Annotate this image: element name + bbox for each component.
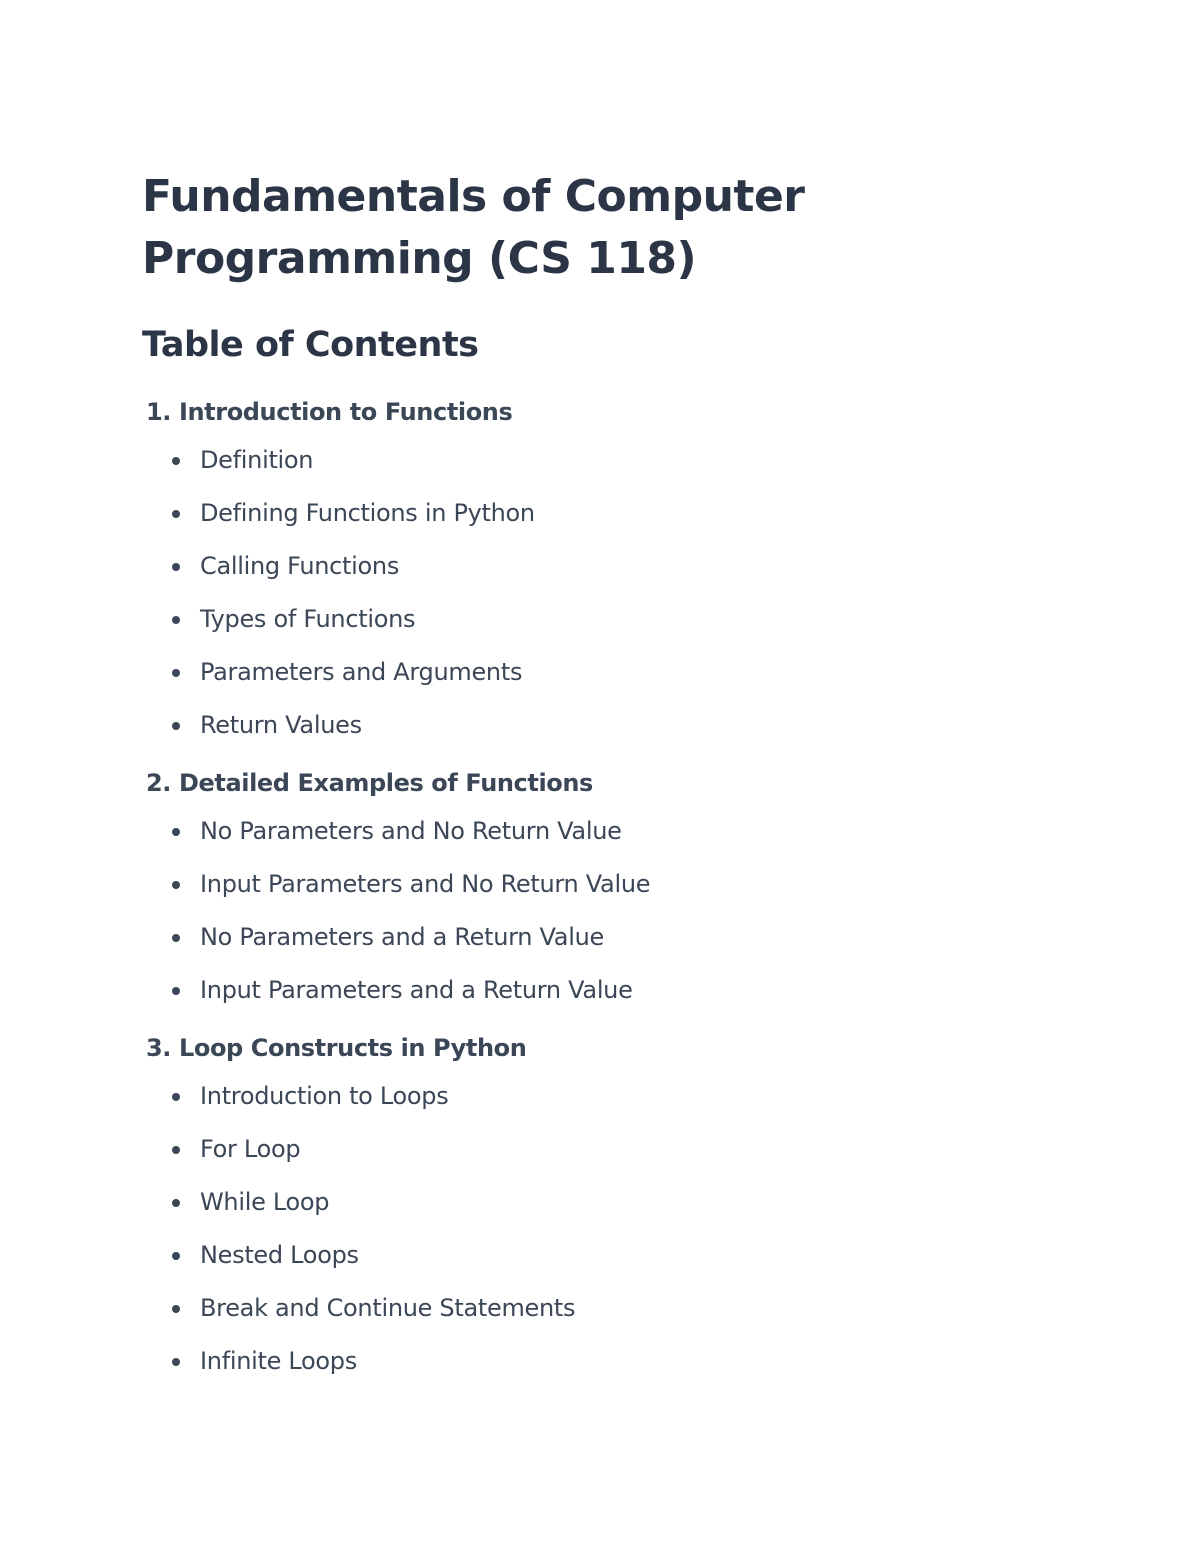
toc-subsection-item[interactable] xyxy=(142,1240,1042,1293)
toc-subsection-label: No Parameters and No Return Value xyxy=(200,817,622,845)
toc-subsection-item[interactable] xyxy=(142,1081,1042,1134)
toc-subsection-item[interactable] xyxy=(142,710,1042,763)
toc-subsection-label: Return Values xyxy=(200,711,362,739)
bullet-icon xyxy=(172,1252,180,1260)
toc-subsection-item[interactable] xyxy=(142,816,1042,869)
toc-subsection-item[interactable] xyxy=(142,1346,1042,1399)
toc-subsection-label: Calling Functions xyxy=(200,552,400,580)
bullet-icon xyxy=(172,881,180,889)
bullet-icon xyxy=(172,510,180,518)
toc-section xyxy=(142,1028,1042,1399)
bullet-icon xyxy=(172,1305,180,1313)
toc-subsection-label: Defining Functions in Python xyxy=(200,499,535,527)
toc-section-title[interactable] xyxy=(142,1028,1042,1081)
toc-subsection-label: Break and Continue Statements xyxy=(200,1294,576,1322)
toc-subsection-label: Introduction to Loops xyxy=(200,1082,449,1110)
toc-subsection-item[interactable] xyxy=(142,604,1042,657)
toc-subsection-list xyxy=(142,1081,1042,1399)
toc-subsection-item[interactable] xyxy=(142,551,1042,604)
toc-subsection-item[interactable] xyxy=(142,869,1042,922)
bullet-icon xyxy=(172,934,180,942)
toc-subsection-list xyxy=(142,445,1042,763)
bullet-icon xyxy=(172,1199,180,1207)
toc-subsection-label: While Loop xyxy=(200,1188,330,1216)
toc-subsection-label: No Parameters and a Return Value xyxy=(200,923,604,951)
toc-subsection-label: Types of Functions xyxy=(200,605,416,633)
toc-subsection-item[interactable] xyxy=(142,657,1042,710)
toc-subsection-label: Parameters and Arguments xyxy=(200,658,523,686)
toc-heading: Table of Contents xyxy=(142,325,479,365)
toc-subsection-label: Infinite Loops xyxy=(200,1347,357,1375)
toc-subsection-item[interactable] xyxy=(142,1134,1042,1187)
toc-subsection-label: Input Parameters and No Return Value xyxy=(200,870,651,898)
bullet-icon xyxy=(172,1146,180,1154)
bullet-icon xyxy=(172,457,180,465)
bullet-icon xyxy=(172,987,180,995)
toc-section-number: 3. xyxy=(145,1034,171,1062)
toc-subsection-item[interactable] xyxy=(142,445,1042,498)
bullet-icon xyxy=(172,616,180,624)
bullet-icon xyxy=(172,828,180,836)
toc-subsection-label: Nested Loops xyxy=(200,1241,359,1269)
toc-section-title[interactable] xyxy=(142,392,1042,445)
toc-subsection-item[interactable] xyxy=(142,975,1042,1028)
toc-section-label: Introduction to Functions xyxy=(178,398,513,426)
bullet-icon xyxy=(172,1358,180,1366)
toc-section-label: Loop Constructs in Python xyxy=(178,1034,527,1062)
document-title-line-1: Fundamentals of Computer xyxy=(142,171,805,222)
toc-subsection-item[interactable] xyxy=(142,498,1042,551)
bullet-icon xyxy=(172,1093,180,1101)
bullet-icon xyxy=(172,563,180,571)
toc-section xyxy=(142,763,1042,1028)
table-of-contents xyxy=(142,392,1042,1399)
toc-subsection-item[interactable] xyxy=(142,922,1042,975)
toc-subsection-label: Definition xyxy=(200,446,314,474)
document-page xyxy=(142,166,1042,1399)
toc-subsection-item[interactable] xyxy=(142,1187,1042,1240)
toc-subsection-label: Input Parameters and a Return Value xyxy=(200,976,633,1004)
toc-section-label: Detailed Examples of Functions xyxy=(178,769,593,797)
toc-section-number: 1. xyxy=(145,398,171,426)
document-title xyxy=(142,166,1042,290)
bullet-icon xyxy=(172,722,180,730)
toc-subsection-label: For Loop xyxy=(200,1135,301,1163)
toc-section-title[interactable] xyxy=(142,763,1042,816)
toc-section-number: 2. xyxy=(145,769,171,797)
toc-subsection-item[interactable] xyxy=(142,1293,1042,1346)
bullet-icon xyxy=(172,669,180,677)
document-title-line-2: Programming (CS 118) xyxy=(142,233,697,284)
toc-subsection-list xyxy=(142,816,1042,1028)
toc-section xyxy=(142,392,1042,763)
